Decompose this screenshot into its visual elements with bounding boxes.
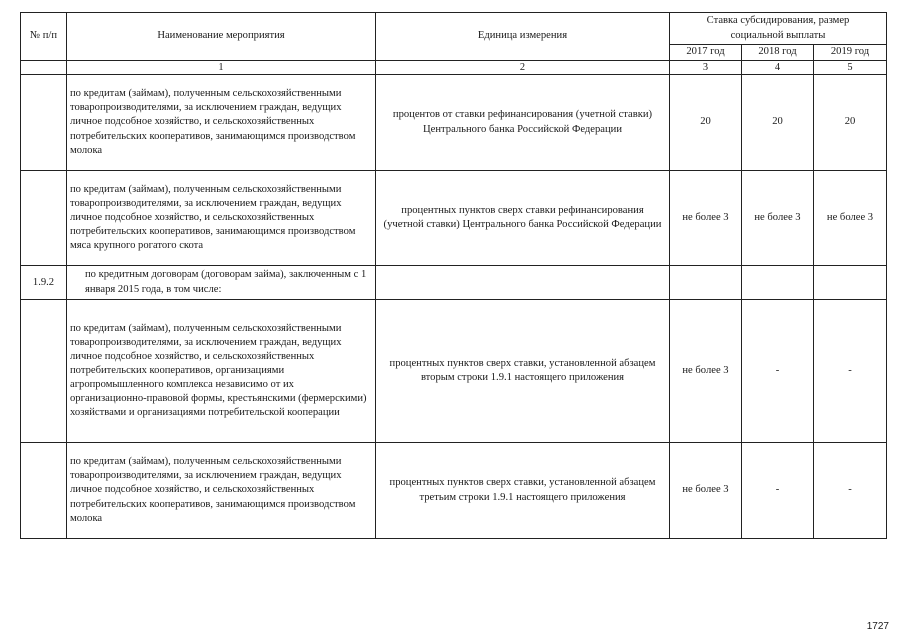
column-number: 2 [376, 61, 670, 75]
value-2019: 20 [814, 75, 887, 171]
value-2019: - [814, 300, 887, 443]
value-2017 [670, 266, 742, 300]
value-2017: не более 3 [670, 300, 742, 443]
row-number [21, 171, 67, 266]
header-event-name: Наименование мероприятия [67, 13, 376, 61]
row-number [21, 75, 67, 171]
value-2018: 20 [742, 75, 814, 171]
column-number: 1 [67, 61, 376, 75]
column-number [21, 61, 67, 75]
row-number [21, 300, 67, 443]
header-year-2017: 2017 год [670, 45, 742, 61]
unit: процентных пунктов сверх ставки, установленной абзацем третьим строки 1.9.1 настоящего приложения [376, 443, 670, 539]
row-number: 1.9.2 [21, 266, 67, 300]
header-rate: Ставка субсидирования, размер социальной выплаты [670, 13, 887, 45]
table-row [21, 443, 887, 539]
event-name: по кредитам (займам), полученным сельскохозяйственными товаропроизводителями, за исключением граждан, ведущих личное подсобное хозяйство, и сельскохозяйственных потребительских кооперативов, занимающимся производством мяса крупного рогатого скота [67, 171, 376, 266]
value-2019: не более 3 [814, 171, 887, 266]
value-2018 [742, 266, 814, 300]
column-numbers-row [21, 61, 887, 75]
header-row [21, 13, 887, 45]
table-row [21, 300, 887, 443]
unit: процентов от ставки рефинансирования (учетной ставки) Центрального банка Российской Федерации [376, 75, 670, 171]
value-2017: 20 [670, 75, 742, 171]
event-name: по кредитам (займам), полученным сельскохозяйственными товаропроизводителями, за исключением граждан, ведущих личное подсобное хозяйство, и сельскохозяйственных потребительских кооперативов, занимающимся производством молока [67, 443, 376, 539]
table-row [21, 266, 887, 300]
page-number: 1727 [866, 621, 889, 632]
unit: процентных пунктов сверх ставки, установленной абзацем вторым строки 1.9.1 настоящего приложения [376, 300, 670, 443]
event-name: по кредитам (займам), полученным сельскохозяйственными товаропроизводителями, за исключением граждан, ведущих личное подсобное хозяйство, и сельскохозяйственных потребительских кооперативов, занимающимся производством молока [67, 75, 376, 171]
header-number: № п/п [21, 13, 67, 61]
value-2018: - [742, 443, 814, 539]
header-year-2019: 2019 год [814, 45, 887, 61]
header-year-2018: 2018 год [742, 45, 814, 61]
value-2018: - [742, 300, 814, 443]
unit: процентных пунктов сверх ставки рефинансирования (учетной ставки) Центрального банка Российской Федерации [376, 171, 670, 266]
event-name: по кредитным договорам (договорам займа), заключенным с 1 января 2015 года, в том числе: [67, 266, 376, 300]
value-2017: не более 3 [670, 171, 742, 266]
subsidy-rates-table [20, 12, 887, 539]
value-2018: не более 3 [742, 171, 814, 266]
event-name: по кредитам (займам), полученным сельскохозяйственными товаропроизводителями, за исключением граждан, ведущих личное подсобное хозяйство, и сельскохозяйственных потребительских кооперативов, организациями агропромышленного комплекса независимо от их организационно-правовой формы, крестьянскими (фермерскими) хозяйствами и организациями потребительской кооперации [67, 300, 376, 443]
header-unit: Единица измерения [376, 13, 670, 61]
table-row [21, 171, 887, 266]
value-2019 [814, 266, 887, 300]
column-number: 5 [814, 61, 887, 75]
row-number [21, 443, 67, 539]
value-2019: - [814, 443, 887, 539]
value-2017: не более 3 [670, 443, 742, 539]
column-number: 3 [670, 61, 742, 75]
table-row [21, 75, 887, 171]
unit [376, 266, 670, 300]
column-number: 4 [742, 61, 814, 75]
